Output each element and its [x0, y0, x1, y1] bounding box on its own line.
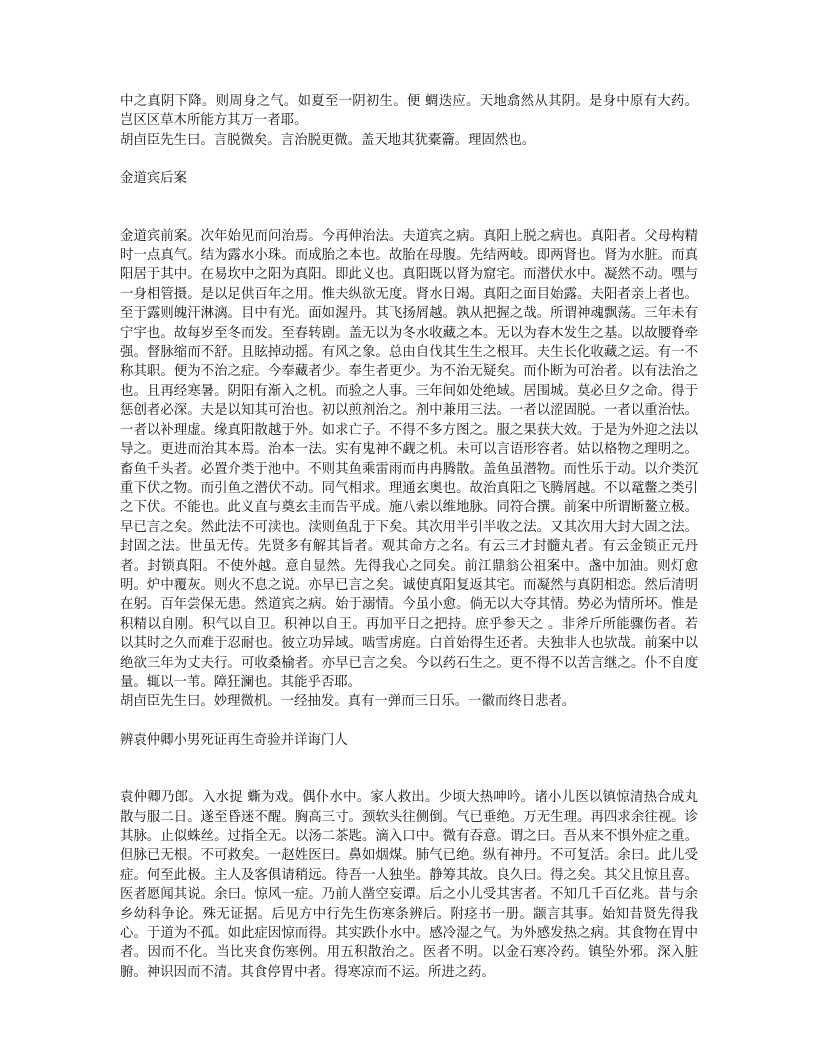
- section1-paragraph-1: 金道宾前案。次年始见而问治焉。今再伸治法。夫道宾之病。真阳上脱之病也。真阳者。父母构精时一点真气。结为露水小珠。而成胎之本也。故胎在母腹。先结两岐。即两肾也。肾为水脏。而真阳居于其中。在易坎中之阳为真阳。即此义也。真阳既以肾为窟宅。而潜伏水中。凝然不动。嘿与一身相管摄。是以足供百年之用。惟夫纵欲无度。肾水日竭。真阳之面目始露。夫阳者亲上者也。至于露则魄汗淋漓。目中有光。面如渥丹。其飞扬屑越。孰从把握之哉。所谓神魂飘荡。三年未有宁宇也。故每岁至冬而发。至春转剧。盖无以为冬水收藏之本。无以为春木发生之基。以故腰脊牵强。督脉缩而不舒。且眩掉动摇。有风之象。总由自伐其生生之根耳。夫生长化收藏之运。有一不称其职。便为不治之症。今奉藏者少。奉生者更少。为不治无疑矣。而仆断为可治者。以有法治之也。且再经寒暑。阴阳有渐入之机。而验之人事。三年间如处绝域。居围城。莫必旦夕之命。得于惩创者必深。夫是以知其可治也。初以煎剂治之。剂中兼用三法。一者以涩固脱。一者以重治怯。一者以补理虚。缘真阳散越于外。如求亡子。不得不多方图之。服之果获大效。于是为外迎之法以导之。更进而治其本焉。治本一法。实有鬼神不觑之机。未可以言语形容者。姑以格物之理明之。畜鱼千头者。必置介类于池中。不则其鱼乘雷雨而冉冉腾散。盖鱼虽潜物。而性乐于动。以介类沉重下伏之物。而引鱼之潜伏不动。同气相求。理通玄奥也。故治真阳之飞腾屑越。不以鼋鳖之类引之下伏。不能也。此义直与奠玄圭而告平成。施八索以维地脉。同符合撰。前案中所谓断鳌立极。早已言之矣。然此法不可渎也。渎则鱼乱于下矣。其次用半引半收之法。又其次用大封大固之法。封固之法。世虽无传。先贤多有解其旨者。观其命方之名。有云三才封髓丸者。有云金锁正元丹者。封锁真阳。不使外越。意自显然。先得我心之同矣。前江鼎翁公祖案中。盏中加油。则灯愈明。炉中覆灰。则火不息之说。亦早已言之矣。诚使真阳复返其宅。而凝然与真阴相恋。然后清明在躬。百年尝保无患。然道宾之病。始于溺情。今虽小愈。倘无以大夺其情。势必为情所坏。惟是积精以自刚。积气以自卫。积神以自王。再加平日之把持。庶乎参天之 。非斧斤所能骤伤者。若以其时之久而难于忍耐也。彼立功异域。啮雪虏庭。白首始得生还者。夫独非人也欤哉。前案中以绝欲三年为丈夫行。可收桑榆者。亦早已言之矣。今以药石生之。更不得不以苦言继之。仆不自度量。辄以一苇。障狂澜也。其能乎否耶。: [120, 228, 698, 690]
- spacer: [120, 712, 698, 731]
- section1-paragraph-2: 胡卣臣先生曰。妙理微机。一经抽发。真有一弹而三日乐。一徽而终日悲者。: [120, 694, 576, 710]
- section-title-jin-daobin: 金道宾后案: [120, 171, 187, 187]
- intro-paragraph-1: 中之真阴下降。则周身之气。如夏至一阴初生。便 蜩迭应。天地翕然从其阴。是身中原有大药。岂区区草木所能方其万一者耶。: [120, 94, 698, 129]
- section-title-yuan-zhongqing: 辨袁仲卿小男死证再生奇验并详诲门人: [120, 732, 348, 748]
- document-page: [120, 92, 698, 982]
- intro-paragraph-2: 胡卣臣先生曰。言脱微矣。言治脱更微。盖天地其犹橐籥。理固然也。: [120, 132, 536, 148]
- spacer: [120, 750, 698, 788]
- spacer: [120, 150, 698, 169]
- spacer: [120, 189, 698, 227]
- section2-paragraph-1: 袁仲卿乃郎。入水捉 蟖为戏。偶仆水中。家人救出。少顷大热呻吟。诸小儿医以镇惊清热合成丸散与服二日。遂至昏迷不醒。胸高三寸。颈软头往侧倒。气已垂绝。万无生理。再四求余往视。诊其脉。止似蛛丝。过指全无。以汤二茶匙。滴入口中。微有吞意。谓之曰。吾从来不惧外症之重。但脉已无根。不可救矣。一赵姓医曰。鼻如烟煤。肺气已绝。纵有神丹。不可复活。余曰。此儿受症。何至此极。主人及客俱请稍远。待吾一人独坐。静筹其故。良久曰。得之矣。其父且惊且喜。医者愿闻其说。余曰。惊风一症。乃前人凿空妄谭。后之小儿受其害者。不知几千百亿兆。昔与余乡幼科争论。殊无证据。后见方中行先生伤寒条辨后。附痉书一册。颛言其事。始知昔贤先得我心。于道为不孤。如此症因惊而得。其实跌仆水中。感冷湿之气。为外感发热之病。其食物在胃中者。因而不化。当比夹食伤寒例。用五积散治之。医者不明。以金石寒冷药。镇坠外邪。深入脏腑。神识因而不清。其食停胃中者。得寒凉而不运。所进之药。: [120, 790, 698, 980]
